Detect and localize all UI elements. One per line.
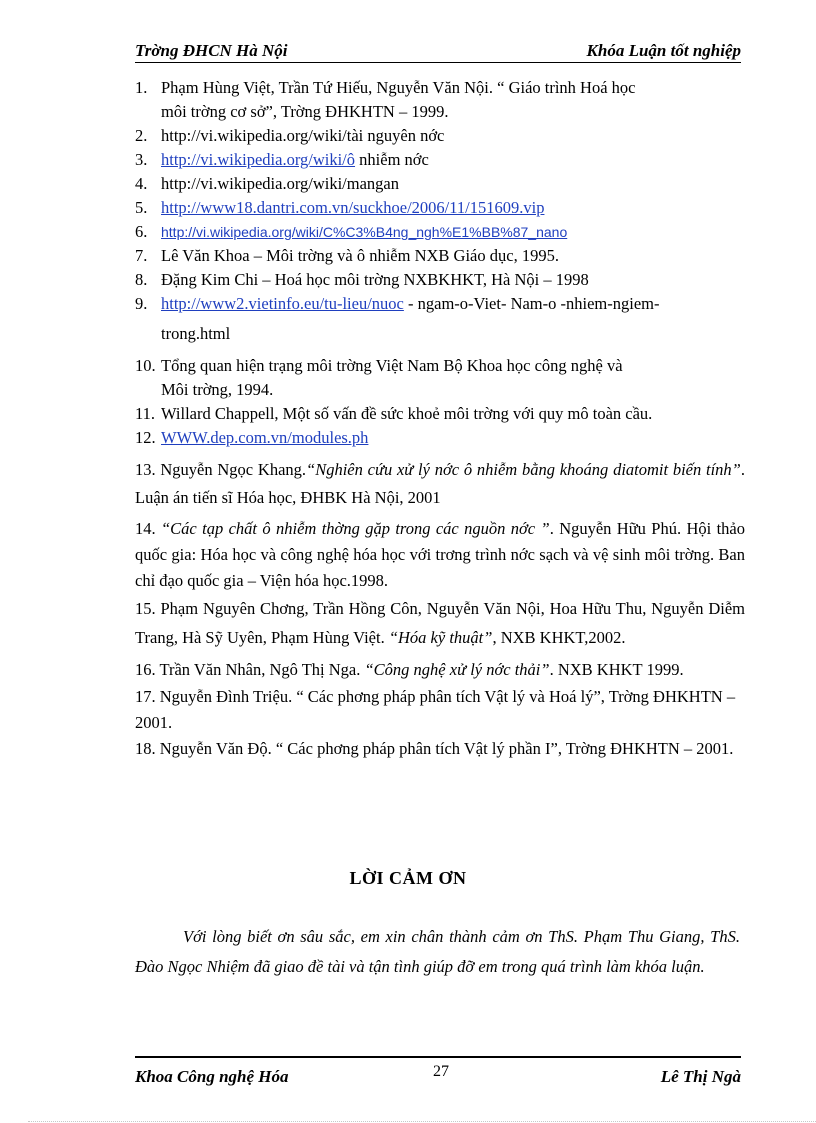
header-school: Trờng ĐHCN Hà Nội bbox=[135, 41, 288, 60]
reference-link[interactable]: WWW.dep.com.vn/modules.ph bbox=[161, 428, 369, 447]
reference-item: 2. http://vi.wikipedia.org/wiki/tài nguyên nớc bbox=[135, 126, 445, 145]
reference-item: 8. Đặng Kim Chi – Hoá học môi trờng NXBKHKT, Hà Nội – 1998 bbox=[135, 270, 589, 289]
reference-item: 4. http://vi.wikipedia.org/wiki/mangan bbox=[135, 174, 400, 193]
reference-link[interactable]: http://vi.wikipedia.org/wiki/C%C3%B4ng_ngh%E1%BB%87_nano bbox=[161, 224, 568, 240]
reference-item: 9. http://www2.vietinfo.eu/tu-lieu/nuoc - ngam-o-Viet- Nam-o -nhiem-ngiem- trong.html bbox=[135, 294, 660, 343]
acknowledgement-title: LỜI CẢM ƠN bbox=[349, 868, 467, 888]
reference-item: 15. Phạm Nguyên Chơng, Trần Hồng Côn, Nguyễn Văn Nội, Hoa Hữu Thu, Nguyễn Diễm Trang, Hà Sỹ Uyên, Phạm Hùng Việt. “Hóa kỹ thuật”, NXB KHKT,2002. bbox=[135, 599, 746, 647]
reference-item: 11. Willard Chappell, Một số vấn đề sức khoẻ môi trờng với quy mô toàn cầu. bbox=[135, 404, 653, 423]
reference-list bbox=[135, 76, 745, 762]
page-edge-divider bbox=[28, 1121, 816, 1122]
reference-item: 18. Nguyễn Văn Độ. “ Các phơng pháp phân tích Vật lý phần I”, Trờng ĐHKHTN – 2001. bbox=[135, 739, 734, 758]
reference-item: 3. http://vi.wikipedia.org/wiki/ô nhiễm nớc bbox=[135, 150, 429, 169]
page-footer bbox=[135, 1056, 741, 1086]
reference-item: 16. Trần Văn Nhân, Ngô Thị Nga. “Công nghệ xử lý nớc thải”. NXB KHKT 1999. bbox=[135, 660, 684, 679]
page-header bbox=[135, 40, 741, 63]
reference-item: 17. Nguyễn Đình Triệu. “ Các phơng pháp phân tích Vật lý và Hoá lý”, Trờng ĐHKHTN – 2001. bbox=[135, 687, 736, 732]
header-doc-type: Khóa Luận tốt nghiệp bbox=[586, 41, 741, 60]
reference-item: 14. “Các tạp chất ô nhiễm thờng gặp trong các nguồn nớc ”. Nguyễn Hữu Phú. Hội thảo quốc gia: Hóa học và công nghệ hóa học với trơng trình nớc sạch và vệ sinh môi trờng. Ban chỉ đạo quốc gia – Viện hóa học.1998. bbox=[135, 519, 745, 590]
reference-item: 13. Nguyễn Ngọc Khang.“Nghiên cứu xử lý nớc ô nhiễm bằng khoáng diatomit biến tính”. Luận án tiến sĩ Hóa học, ĐHBK Hà Nội, 2001 bbox=[135, 460, 745, 507]
reference-item: 12. WWW.dep.com.vn/modules.ph bbox=[135, 428, 369, 447]
reference-item: 7. Lê Văn Khoa – Môi trờng và ô nhiễm NXB Giáo dục, 1995. bbox=[135, 246, 559, 265]
acknowledgement-body: Với lòng biết ơn sâu sắc, em xin chân thành cảm ơn ThS. Phạm Thu Giang, ThS. Đào Ngọc Nhiệm đã giao đề tài và tận tình giúp đỡ em trong quá trình làm khóa luận. bbox=[135, 927, 740, 976]
reference-item: 1. Phạm Hùng Việt, Trần Tứ Hiếu, Nguyễn Văn Nội. “ Giáo trình Hoá học môi trờng cơ sở”, Trờng ĐHKHTN – 1999. bbox=[135, 78, 636, 121]
reference-link[interactable]: http://vi.wikipedia.org/wiki/ô bbox=[161, 150, 356, 169]
footer-author: Lê Thị Ngà bbox=[660, 1067, 741, 1086]
reference-link[interactable]: http://www18.dantri.com.vn/suckhoe/2006/11/151609.vip bbox=[161, 198, 545, 217]
footer-faculty: Khoa Công nghệ Hóa bbox=[135, 1067, 289, 1086]
page-number: 27 bbox=[433, 1063, 449, 1080]
reference-link[interactable]: http://www2.vietinfo.eu/tu-lieu/nuoc bbox=[161, 294, 404, 313]
reference-item: 6. http://vi.wikipedia.org/wiki/C%C3%B4ng_ngh%E1%BB%87_nano bbox=[135, 222, 568, 241]
reference-item: 10. Tổng quan hiện trạng môi trờng Việt Nam Bộ Khoa học công nghệ và Môi trờng, 1994. bbox=[135, 356, 623, 399]
reference-item: 5. http://www18.dantri.com.vn/suckhoe/2006/11/151609.vip bbox=[135, 198, 545, 217]
